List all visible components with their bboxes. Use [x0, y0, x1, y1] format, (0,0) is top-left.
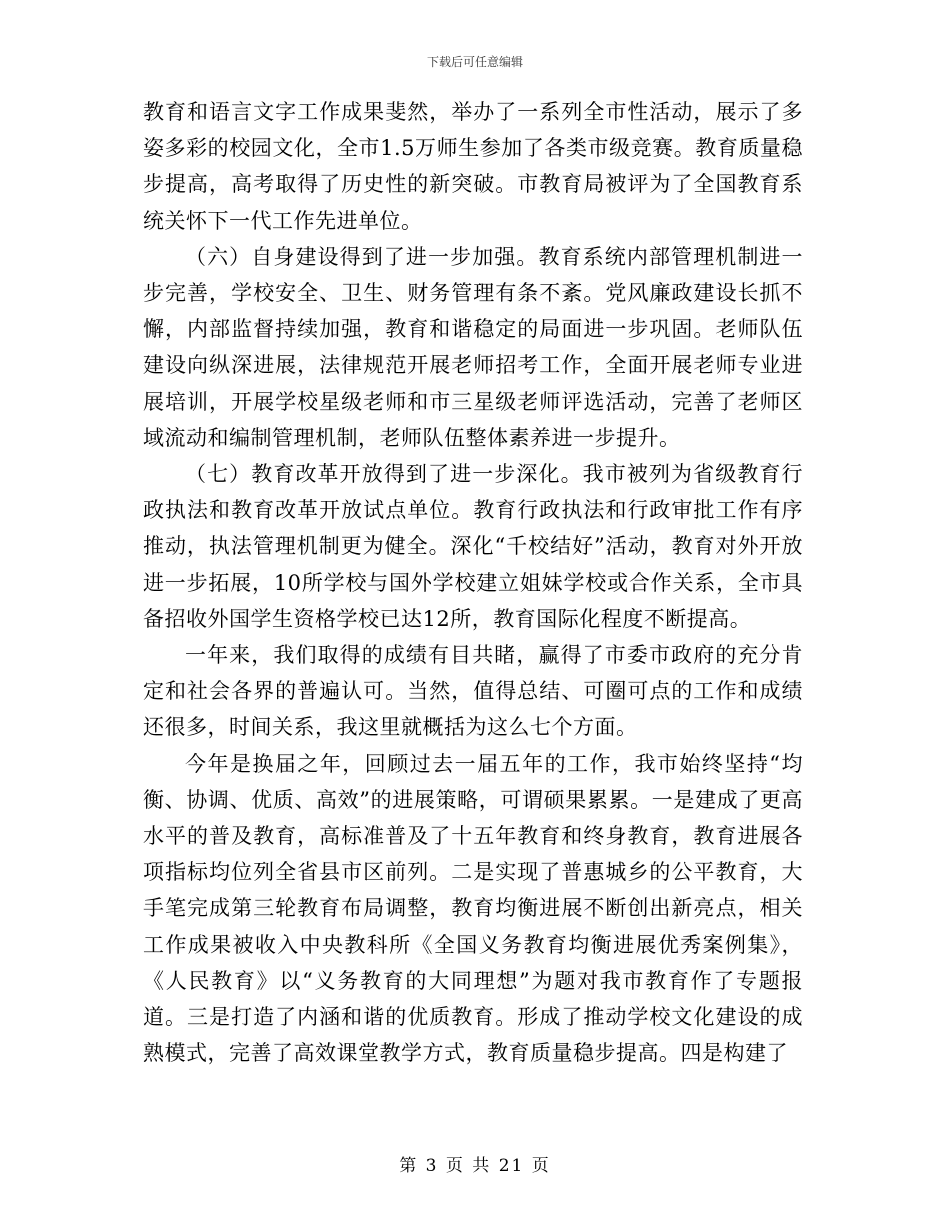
paragraph-1: 教育和语言文字工作成果斐然，举办了一系列全市性活动，展示了多姿多彩的校园文化，全市1.5万师生参加了各类市级竞赛。教育质量稳步提高，高考取得了历史性的新突破。市教育局被评为了全国教育系统关怀下一代工作先进单位。	[143, 100, 803, 233]
page-number-footer: 第 3 页 共 21 页	[399, 1156, 551, 1176]
paragraph-5: 今年是换届之年，回顾过去一届五年的工作，我市始终坚持“均衡、协调、优质、高效”的进展策略，可谓硕果累累。一是建成了更高水平的普及教育，高标准普及了十五年教育和终身教育，教育进展各项指标均位列全省县市区前列。二是实现了普惠城乡的公平教育，大手笔完成第三轮教育布局调整，教育均衡进展不断创出新亮点，相关工作成果被收入中央教科所《全国义务教育均衡进展优秀案例集》，《人民教育》以“义务教育的大同理想”为题对我市教育作了专题报道。三是打造了内涵和谐的优质教育。形成了推动学校文化建设的成熟模式，完善了高效课堂教学方式，教育质量稳步提高。四是构建了	[143, 751, 803, 1066]
document-body	[143, 94, 803, 1071]
paragraph-4: 一年来，我们取得的成绩有目共睹，赢得了市委市政府的充分肯定和社会各界的普遍认可。当然，值得总结、可圈可点的工作和成绩还很多，时间关系，我这里就概括为这么七个方面。	[143, 643, 803, 740]
paragraph-3: （七）教育改革开放得到了进一步深化。我市被列为省级教育行政执法和教育改革开放试点单位。教育行政执法和行政审批工作有序推动，执法管理机制更为健全。深化“千校结好”活动，教育对外开放进一步拓展，10所学校与国外学校建立姐妹学校或合作关系，全市具备招收外国学生资格学校已达12所，教育国际化程度不断提高。	[143, 462, 803, 631]
paragraph-2: （六）自身建设得到了进一步加强。教育系统内部管理机制进一步完善，学校安全、卫生、财务管理有条不紊。党风廉政建设长抓不懈，内部监督持续加强，教育和谐稳定的局面进一步巩固。老师队伍建设向纵深进展，法律规范开展老师招考工作，全面开展老师专业进展培训，开展学校星级老师和市三星级老师评选活动，完善了老师区域流动和编制管理机制，老师队伍整体素养进一步提升。	[143, 244, 803, 450]
page-header: 下载后可任意编辑	[426, 55, 523, 69]
